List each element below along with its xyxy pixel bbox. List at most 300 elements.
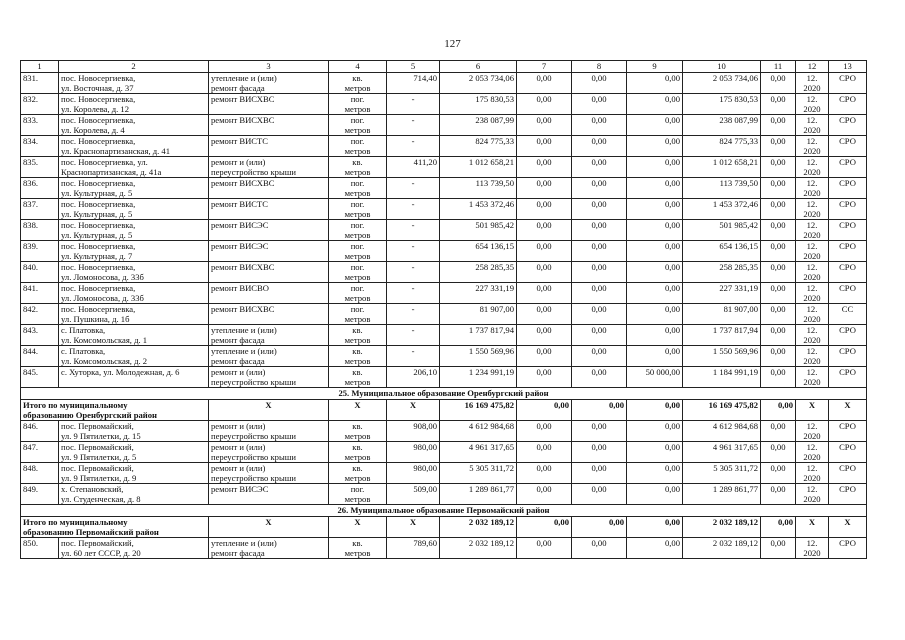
quantity-cell: - (387, 325, 440, 346)
work-type-cell (209, 220, 329, 241)
address-cell (59, 421, 209, 442)
address-line: пос. Новосергиевка, (61, 304, 136, 314)
address-line: ул. Культурная, д. 5 (61, 230, 133, 240)
unit-cell (329, 442, 387, 463)
deadline-cell (796, 136, 829, 157)
address-cell (59, 304, 209, 325)
quantity-cell: 908,00 (387, 421, 440, 442)
column-number: 1 (21, 61, 59, 73)
value-cell: 0,00 (627, 220, 683, 241)
unit-cell (329, 283, 387, 304)
value-cell: 0,00 (761, 346, 796, 367)
table-row (21, 346, 867, 367)
deadline-line: 2020 (803, 377, 821, 387)
method-cell: СРО (829, 346, 867, 367)
table-row (21, 262, 867, 283)
quantity-cell: 980,00 (387, 442, 440, 463)
unit-line: метров (344, 314, 371, 324)
address-cell (59, 484, 209, 505)
work-type-line: ремонт и (или) (211, 442, 266, 452)
value-cell: 50 000,00 (627, 367, 683, 388)
quantity-cell: - (387, 346, 440, 367)
value-cell: 0,00 (761, 538, 796, 559)
address-cell (59, 367, 209, 388)
work-type-cell (209, 538, 329, 559)
value-cell: 0,00 (517, 178, 572, 199)
address-line: с. Платовка, (61, 346, 106, 356)
value-cell: 0,00 (572, 157, 627, 178)
value-cell: 0,00 (761, 283, 796, 304)
row-number: 833. (21, 115, 59, 136)
method-cell: СРО (829, 484, 867, 505)
method-cell: СРО (829, 199, 867, 220)
fund-cost-cell: 4 961 317,65 (683, 442, 761, 463)
value-cell: 0,00 (761, 136, 796, 157)
total-x: Х (796, 400, 829, 421)
unit-line: кв. (352, 442, 363, 452)
fund-cost-cell: 1 289 861,77 (683, 484, 761, 505)
value-cell: 0,00 (517, 94, 572, 115)
work-type-cell (209, 484, 329, 505)
address-cell (59, 115, 209, 136)
row-number: 845. (21, 367, 59, 388)
value-cell: 0,00 (572, 367, 627, 388)
deadline-line: 2020 (803, 314, 821, 324)
table-row (21, 157, 867, 178)
address-line: пос. Первомайский, (61, 442, 134, 452)
fund-cost-cell: 81 907,00 (683, 304, 761, 325)
unit-line: пог. (350, 220, 365, 230)
address-line: пос. Новосергиевка, (61, 115, 136, 125)
unit-line: метров (344, 125, 371, 135)
row-number: 837. (21, 199, 59, 220)
column-number: 12 (796, 61, 829, 73)
unit-cell (329, 262, 387, 283)
address-line: пос. Первомайский, (61, 538, 134, 548)
work-type-cell (209, 346, 329, 367)
deadline-line: 12. (806, 325, 818, 335)
address-line: х. Степановский, (61, 484, 124, 494)
value-cell: 0,00 (761, 262, 796, 283)
method-cell: СРО (829, 283, 867, 304)
row-number: 832. (21, 94, 59, 115)
row-number: 839. (21, 241, 59, 262)
unit-line: метров (344, 494, 371, 504)
unit-line: метров (344, 377, 371, 387)
address-cell (59, 346, 209, 367)
address-line: ул. Комсомольская, д. 2 (61, 356, 148, 366)
total-value: 0,00 (627, 400, 683, 421)
work-type-cell (209, 199, 329, 220)
work-type-line: ремонт ВИСВО (211, 283, 269, 293)
value-cell: 0,00 (627, 346, 683, 367)
address-line: Краснопартизанская, д. 41а (61, 167, 162, 177)
value-cell: 0,00 (627, 325, 683, 346)
column-number: 5 (387, 61, 440, 73)
total-label (21, 517, 209, 538)
address-line: ул. Комсомольская, д. 1 (61, 335, 148, 345)
deadline-line: 12. (806, 178, 818, 188)
value-cell: 0,00 (572, 178, 627, 199)
work-type-cell (209, 178, 329, 199)
deadline-cell (796, 442, 829, 463)
total-value: 16 169 475,82 (440, 400, 517, 421)
work-type-line: утепление и (или) (211, 325, 277, 335)
work-type-line: ремонт и (или) (211, 367, 266, 377)
value-cell: 0,00 (517, 304, 572, 325)
table-row (21, 304, 867, 325)
address-line: пос. Новосергиевка, (61, 178, 136, 188)
value-cell: 0,00 (517, 325, 572, 346)
fund-cost-cell: 1 184 991,19 (683, 367, 761, 388)
address-line: пос. Первомайский, (61, 463, 134, 473)
deadline-cell (796, 304, 829, 325)
total-cost-cell: 4 961 317,65 (440, 442, 517, 463)
unit-cell (329, 73, 387, 94)
deadline-line: 12. (806, 220, 818, 230)
address-line: ул. Культурная, д. 5 (61, 209, 133, 219)
fund-cost-cell: 4 612 984,68 (683, 421, 761, 442)
work-type-cell (209, 73, 329, 94)
deadline-line: 12. (806, 262, 818, 272)
value-cell: 0,00 (517, 136, 572, 157)
unit-cell (329, 220, 387, 241)
address-line: пос. Новосергиевка, (61, 199, 136, 209)
fund-cost-cell: 258 285,35 (683, 262, 761, 283)
work-type-line: ремонт ВИСХВС (211, 115, 275, 125)
work-type-line: ремонт ВИСХВС (211, 178, 275, 188)
deadline-line: 2020 (803, 335, 821, 345)
total-x: Х (829, 517, 867, 538)
row-number: 838. (21, 220, 59, 241)
value-cell: 0,00 (572, 421, 627, 442)
row-number: 841. (21, 283, 59, 304)
address-cell (59, 283, 209, 304)
unit-line: метров (344, 473, 371, 483)
total-cost-cell: 238 087,99 (440, 115, 517, 136)
capital-repair-table (20, 60, 867, 559)
row-number: 848. (21, 463, 59, 484)
total-x: Х (329, 400, 387, 421)
method-cell: СРО (829, 241, 867, 262)
unit-cell (329, 136, 387, 157)
unit-line: пог. (350, 262, 365, 272)
table-row (21, 484, 867, 505)
unit-line: кв. (352, 463, 363, 473)
total-cost-cell: 2 032 189,12 (440, 538, 517, 559)
total-label (21, 400, 209, 421)
table-row (21, 73, 867, 94)
work-type-line: утепление и (или) (211, 538, 277, 548)
quantity-cell: 714,40 (387, 73, 440, 94)
row-number: 850. (21, 538, 59, 559)
total-x: Х (209, 517, 329, 538)
value-cell: 0,00 (627, 178, 683, 199)
deadline-line: 12. (806, 283, 818, 293)
unit-line: кв. (352, 367, 363, 377)
quantity-cell: - (387, 94, 440, 115)
unit-line: метров (344, 146, 371, 156)
work-type-cell (209, 442, 329, 463)
unit-cell (329, 304, 387, 325)
unit-cell (329, 367, 387, 388)
unit-line: метров (344, 431, 371, 441)
total-cost-cell: 1 234 991,19 (440, 367, 517, 388)
unit-line: кв. (352, 538, 363, 548)
unit-line: пог. (350, 94, 365, 104)
work-type-line: ремонт ВИСЭС (211, 220, 269, 230)
total-label-line: Итого по муниципальному (23, 400, 128, 410)
fund-cost-cell: 2 032 189,12 (683, 538, 761, 559)
method-cell: СРО (829, 463, 867, 484)
deadline-line: 2020 (803, 125, 821, 135)
value-cell: 0,00 (572, 136, 627, 157)
deadline-line: 12. (806, 484, 818, 494)
total-cost-cell: 1 453 372,46 (440, 199, 517, 220)
deadline-line: 12. (806, 157, 818, 167)
work-type-line: ремонт фасада (211, 83, 265, 93)
deadline-cell (796, 220, 829, 241)
work-type-cell (209, 157, 329, 178)
address-cell (59, 157, 209, 178)
row-number: 842. (21, 304, 59, 325)
value-cell: 0,00 (517, 283, 572, 304)
fund-cost-cell: 113 739,50 (683, 178, 761, 199)
table-row (21, 115, 867, 136)
value-cell: 0,00 (517, 346, 572, 367)
deadline-line: 12. (806, 442, 818, 452)
column-number: 8 (572, 61, 627, 73)
address-line: ул. 60 лет СССР, д. 20 (61, 548, 141, 558)
quantity-cell: - (387, 283, 440, 304)
quantity-cell: 509,00 (387, 484, 440, 505)
work-type-line: ремонт ВИСХВС (211, 262, 275, 272)
table-row (21, 199, 867, 220)
deadline-cell (796, 463, 829, 484)
value-cell: 0,00 (761, 484, 796, 505)
total-cost-cell: 175 830,53 (440, 94, 517, 115)
address-line: пос. Новосергиевка, (61, 94, 136, 104)
address-line: ул. Пушкина, д. 1б (61, 314, 130, 324)
address-line: пос. Новосергиевка, ул. (61, 157, 148, 167)
total-cost-cell: 1 550 569,96 (440, 346, 517, 367)
value-cell: 0,00 (627, 262, 683, 283)
deadline-line: 2020 (803, 230, 821, 240)
deadline-line: 12. (806, 199, 818, 209)
deadline-cell (796, 241, 829, 262)
table-row (21, 178, 867, 199)
value-cell: 0,00 (627, 199, 683, 220)
address-line: пос. Первомайский, (61, 421, 134, 431)
address-cell (59, 73, 209, 94)
value-cell: 0,00 (517, 442, 572, 463)
unit-cell (329, 115, 387, 136)
total-cost-cell: 2 053 734,06 (440, 73, 517, 94)
fund-cost-cell: 227 331,19 (683, 283, 761, 304)
total-row (21, 517, 867, 538)
quantity-cell: 980,00 (387, 463, 440, 484)
unit-line: метров (344, 230, 371, 240)
address-line: ул. 9 Пятилетки, д. 15 (61, 431, 141, 441)
deadline-cell (796, 73, 829, 94)
work-type-cell (209, 421, 329, 442)
work-type-line: ремонт и (или) (211, 421, 266, 431)
deadline-line: 2020 (803, 167, 821, 177)
deadline-line: 2020 (803, 293, 821, 303)
value-cell: 0,00 (761, 178, 796, 199)
value-cell: 0,00 (761, 220, 796, 241)
value-cell: 0,00 (572, 442, 627, 463)
total-value: 0,00 (517, 400, 572, 421)
value-cell: 0,00 (572, 283, 627, 304)
total-value: 0,00 (627, 517, 683, 538)
deadline-line: 12. (806, 136, 818, 146)
unit-line: метров (344, 167, 371, 177)
deadline-line: 2020 (803, 356, 821, 366)
unit-line: метров (344, 209, 371, 219)
address-line: пос. Новосергиевка, (61, 73, 136, 83)
deadline-line: 2020 (803, 251, 821, 261)
unit-line: пог. (350, 136, 365, 146)
total-label-line: образованию Первомайский район (23, 527, 159, 537)
fund-cost-cell: 1 550 569,96 (683, 346, 761, 367)
quantity-cell: - (387, 199, 440, 220)
deadline-line: 12. (806, 346, 818, 356)
work-type-cell (209, 304, 329, 325)
work-type-line: ремонт фасада (211, 356, 265, 366)
unit-line: метров (344, 83, 371, 93)
work-type-line: переустройство крыши (211, 473, 296, 483)
address-line: ул. 9 Пятилетки, д. 5 (61, 452, 137, 462)
unit-line: метров (344, 272, 371, 282)
deadline-line: 2020 (803, 209, 821, 219)
unit-line: пог. (350, 115, 365, 125)
address-line: ул. Восточная, д. 37 (61, 83, 134, 93)
unit-line: пог. (350, 178, 365, 188)
deadline-cell (796, 325, 829, 346)
unit-cell (329, 346, 387, 367)
work-type-line: ремонт ВИСЭС (211, 484, 269, 494)
unit-line: кв. (352, 325, 363, 335)
address-line: ул. Культурная, д. 5 (61, 188, 133, 198)
deadline-cell (796, 94, 829, 115)
total-x: Х (829, 400, 867, 421)
address-line: пос. Новосергиевка, (61, 220, 136, 230)
deadline-cell (796, 538, 829, 559)
total-value: 0,00 (761, 400, 796, 421)
total-x: Х (209, 400, 329, 421)
unit-cell (329, 199, 387, 220)
unit-line: кв. (352, 421, 363, 431)
fund-cost-cell: 5 305 311,72 (683, 463, 761, 484)
deadline-line: 12. (806, 304, 818, 314)
quantity-cell: - (387, 304, 440, 325)
method-cell: СРО (829, 220, 867, 241)
unit-line: метров (344, 335, 371, 345)
value-cell: 0,00 (627, 136, 683, 157)
unit-cell (329, 178, 387, 199)
unit-cell (329, 484, 387, 505)
address-cell (59, 178, 209, 199)
section-title: 25. Муниципальное образование Оренбургский район (21, 388, 867, 400)
row-number: 847. (21, 442, 59, 463)
unit-line: метров (344, 452, 371, 462)
deadline-line: 2020 (803, 104, 821, 114)
value-cell: 0,00 (627, 241, 683, 262)
column-number: 7 (517, 61, 572, 73)
column-number: 6 (440, 61, 517, 73)
quantity-cell: - (387, 178, 440, 199)
value-cell: 0,00 (627, 283, 683, 304)
unit-cell (329, 94, 387, 115)
value-cell: 0,00 (517, 241, 572, 262)
work-type-line: ремонт фасада (211, 548, 265, 558)
total-cost-cell: 5 305 311,72 (440, 463, 517, 484)
unit-cell (329, 463, 387, 484)
total-value: 2 032 189,12 (683, 517, 761, 538)
work-type-cell (209, 283, 329, 304)
work-type-line: ремонт ВИСЭС (211, 241, 269, 251)
table-row (21, 325, 867, 346)
total-value: 0,00 (572, 400, 627, 421)
value-cell: 0,00 (761, 442, 796, 463)
value-cell: 0,00 (627, 463, 683, 484)
address-line: пос. Новосергиевка, (61, 283, 136, 293)
value-cell: 0,00 (572, 346, 627, 367)
total-x: Х (329, 517, 387, 538)
value-cell: 0,00 (572, 484, 627, 505)
value-cell: 0,00 (572, 115, 627, 136)
value-cell: 0,00 (517, 115, 572, 136)
address-cell (59, 262, 209, 283)
address-cell (59, 463, 209, 484)
work-type-cell (209, 367, 329, 388)
row-number: 849. (21, 484, 59, 505)
total-cost-cell: 654 136,15 (440, 241, 517, 262)
fund-cost-cell: 175 830,53 (683, 94, 761, 115)
unit-line: метров (344, 251, 371, 261)
method-cell: СРО (829, 325, 867, 346)
total-cost-cell: 258 285,35 (440, 262, 517, 283)
total-x: Х (387, 517, 440, 538)
value-cell: 0,00 (627, 304, 683, 325)
value-cell: 0,00 (761, 94, 796, 115)
work-type-line: переустройство крыши (211, 452, 296, 462)
row-number: 834. (21, 136, 59, 157)
value-cell: 0,00 (517, 421, 572, 442)
work-type-line: переустройство крыши (211, 431, 296, 441)
address-line: ул. Краснопартизанская, д. 41 (61, 146, 171, 156)
value-cell: 0,00 (517, 73, 572, 94)
value-cell: 0,00 (572, 463, 627, 484)
value-cell: 0,00 (572, 304, 627, 325)
value-cell: 0,00 (761, 157, 796, 178)
total-cost-cell: 1 012 658,21 (440, 157, 517, 178)
total-value: 0,00 (572, 517, 627, 538)
method-cell: СРО (829, 367, 867, 388)
address-line: ул. Культурная, д. 7 (61, 251, 133, 261)
work-type-cell (209, 94, 329, 115)
method-cell: СРО (829, 157, 867, 178)
row-number: 843. (21, 325, 59, 346)
value-cell: 0,00 (627, 94, 683, 115)
quantity-cell: 206,10 (387, 367, 440, 388)
row-number: 840. (21, 262, 59, 283)
row-number: 836. (21, 178, 59, 199)
column-number: 10 (683, 61, 761, 73)
method-cell: СРО (829, 115, 867, 136)
value-cell: 0,00 (761, 304, 796, 325)
